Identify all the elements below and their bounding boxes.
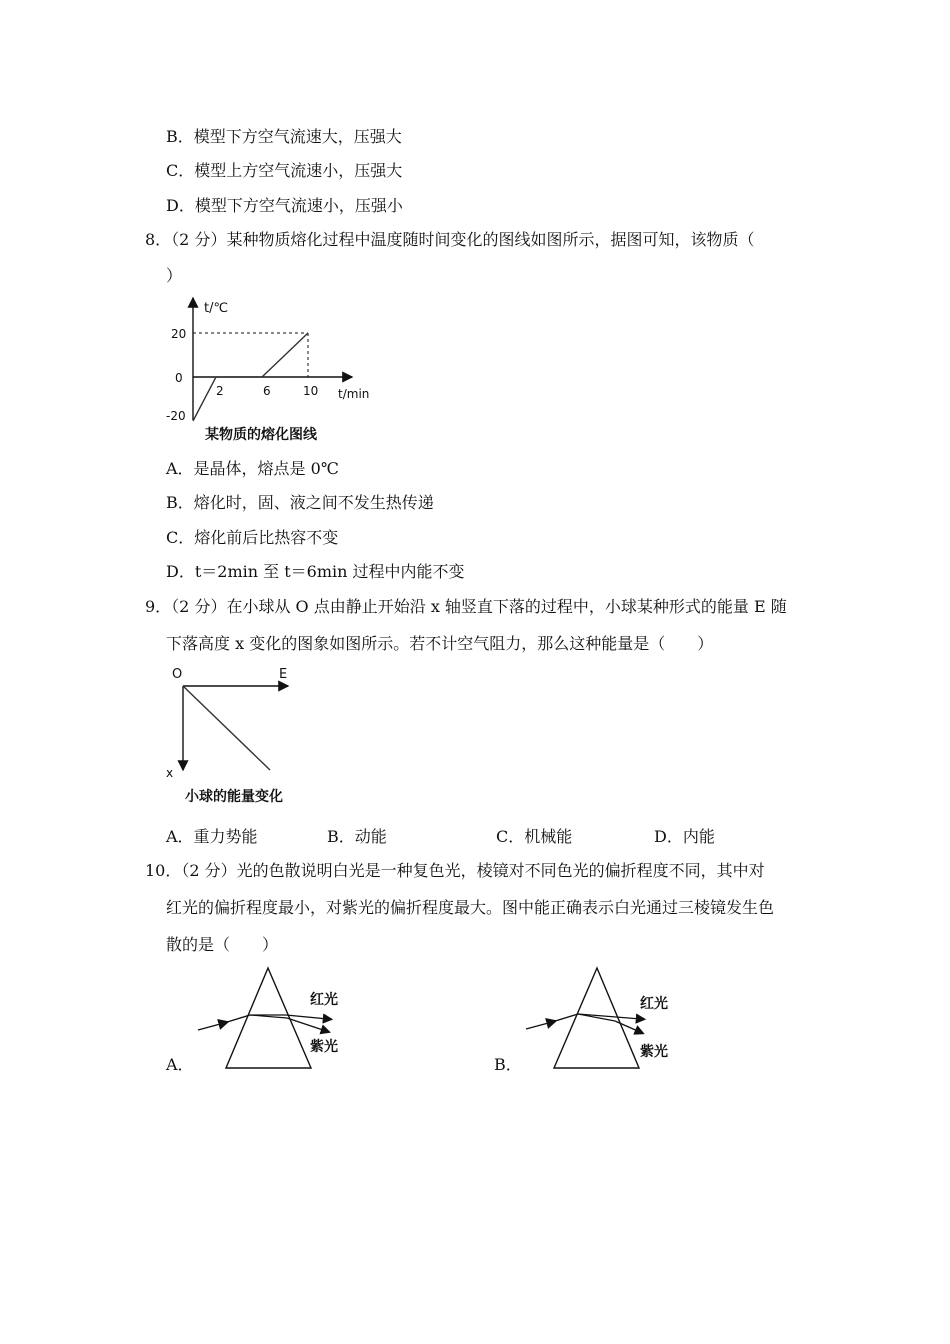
violet-light-label: 紫光 — [640, 1044, 668, 1060]
q10-stem-line2: 红光的偏折程度最小，对紫光的偏折程度最大。图中能正确表示白光通过三棱镜发生色 — [166, 898, 775, 917]
q9-stem-line2: 下落高度 x 变化的图象如图所示。若不计空气阻力，那么这种能量是（ ） — [166, 634, 714, 653]
melting-curve-chart — [160, 292, 390, 424]
q8-stem-line2: ） — [166, 266, 183, 285]
melting-curve-caption: 某物质的熔化图线 — [205, 427, 317, 443]
q9-option-b: B．动能 — [327, 827, 387, 846]
q9-option-c: C．机械能 — [496, 827, 573, 846]
q9-option-d: D．内能 — [654, 827, 715, 846]
q10-stem-line1: 10．（2 分）光的色散说明白光是一种复色光，棱镜对不同色光的偏折程度不同，其中对 — [145, 861, 765, 880]
prism-diagram-b — [518, 962, 688, 1074]
prism-figure-b — [518, 962, 688, 1074]
red-light-label: 红光 — [310, 992, 338, 1008]
q7-option-c: C．模型上方空气流速小，压强大 — [166, 161, 403, 180]
q8-option-b: B．熔化时，固、液之间不发生热传递 — [166, 493, 434, 512]
energy-figure — [160, 662, 300, 782]
energy-caption: 小球的能量变化 — [185, 789, 283, 805]
prism-diagram-a — [190, 962, 360, 1074]
melting-curve-figure — [160, 292, 390, 424]
q8-option-d: D．t＝2min 至 t＝6min 过程中内能不变 — [166, 562, 465, 581]
x-axis-label: t/min — [338, 387, 370, 401]
q10-option-a: A． — [166, 1055, 194, 1074]
q8-option-c: C．熔化前后比热容不变 — [166, 528, 339, 547]
x-tick-label-6: 6 — [263, 384, 271, 398]
x-axis-label: x — [166, 766, 174, 780]
incident-ray-arrow — [526, 1022, 552, 1029]
prism-figure-a — [190, 962, 360, 1074]
incident-ray-arrow — [198, 1023, 224, 1030]
e-axis-label: E — [279, 667, 288, 682]
violet-ray — [615, 1021, 640, 1032]
q7-option-d: D．模型下方空气流速小，压强小 — [166, 196, 403, 215]
curve-segment-1 — [193, 377, 216, 421]
q10-option-b: B． — [494, 1055, 522, 1074]
q8-option-a: A．是晶体，熔点是 0℃ — [166, 459, 339, 478]
y-tick-label-20: 20 — [171, 327, 187, 341]
origin-label: O — [172, 667, 183, 682]
red-light-label: 红光 — [640, 996, 668, 1012]
q9-option-a: A．重力势能 — [166, 827, 258, 846]
y-tick-label-0: 0 — [175, 371, 183, 385]
q7-option-b: B．模型下方空气流速大，压强大 — [166, 127, 402, 146]
x-tick-label-10: 10 — [303, 384, 319, 398]
curve-segment-3 — [262, 333, 308, 377]
energy-line — [183, 686, 270, 770]
red-ray — [616, 1017, 641, 1019]
energy-diagram — [160, 662, 300, 782]
red-ray — [286, 1015, 328, 1019]
y-tick-label-neg20: -20 — [166, 409, 186, 423]
y-axis-label: t/℃ — [204, 301, 229, 316]
q8-stem-line1: 8．（2 分）某种物质熔化过程中温度随时间变化的图线如图所示，据图可知，该物质（ — [145, 230, 755, 249]
violet-light-label: 紫光 — [310, 1039, 338, 1055]
x-tick-label-2: 2 — [216, 384, 224, 398]
q10-stem-line3: 散的是（ ） — [166, 935, 279, 954]
q9-stem-line1: 9．（2 分）在小球从 O 点由静止开始沿 x 轴竖直下落的过程中，小球某种形式的能量 E 随 — [145, 597, 787, 616]
